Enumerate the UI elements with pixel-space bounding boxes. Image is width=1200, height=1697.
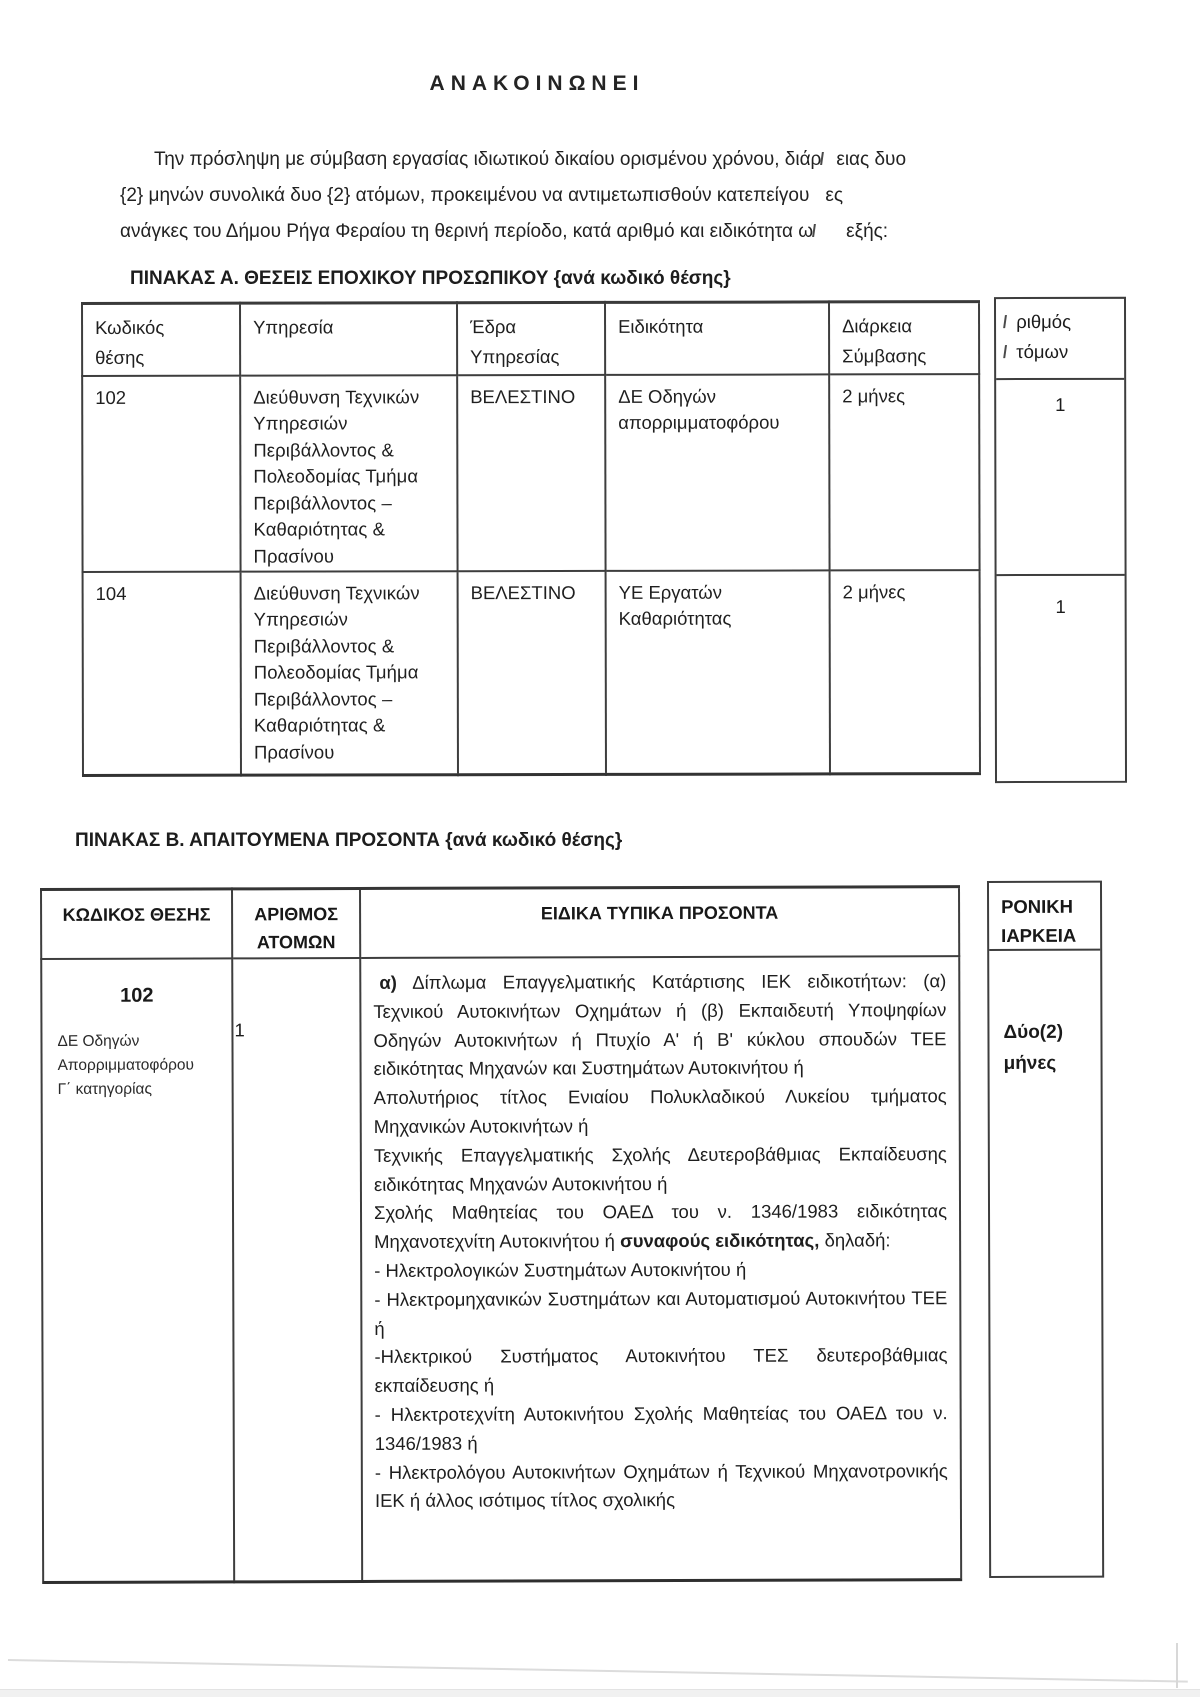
intro-line-1-tail: ειας δυο bbox=[836, 149, 907, 170]
qualification-paragraph: Απολυτήριος τίτλος Ενιαίου Πολυκλαδικού Λυκείου τμήματος Μηχανικών Αυτοκινήτων ή bbox=[373, 1085, 947, 1137]
table-a-main bbox=[81, 300, 981, 777]
header-atoms-line1: ριθμός bbox=[1016, 310, 1072, 333]
scan-edge-artifact bbox=[8, 1659, 1188, 1683]
cell-position bbox=[41, 958, 234, 1582]
table-b-header-code: ΚΩΔΙΚΟΣ ΘΕΣΗΣ bbox=[41, 889, 232, 959]
cell-seat: ΒΕΛΕΣΤΙΝΟ bbox=[458, 570, 606, 774]
table-a-header-seat: Έδρα Υπηρεσίας bbox=[457, 302, 605, 374]
page-title: ΑΝΑΚΟΙΝΩΝΕΙ bbox=[429, 72, 645, 95]
intro-line-2-text: {2} μηνών συνολικά δυο {2} ατόμων, προκειμένου να αντιμετωπισθούν κατεπείγου bbox=[120, 185, 810, 206]
table-b-header-row bbox=[41, 887, 959, 959]
table-b-header-count: ΑΡΙΘΜΟΣ ΑΤΟΜΩΝ bbox=[232, 888, 360, 958]
qualification-paragraph: -Ηλεκτρικού Συστήματος Αυτοκινήτου ΤΕΣ δευτεροβάθμιας εκπαίδευσης ή bbox=[374, 1344, 948, 1397]
table-row bbox=[83, 570, 980, 776]
qualification-paragraph: - Ηλεκτρολόγου Αυτοκινήτων Οχημάτων ή Τεχνικού Μηχανοτρονικής ΙΕΚ ή άλλος ισότιμος τίτλος σχολικής bbox=[374, 1459, 948, 1512]
intro-line-1-text: Την πρόσληψη με σύμβαση εργασίας ιδιωτικού δικαίου ορισμένου χρόνου, διάρ bbox=[154, 149, 822, 170]
table-a-header-specialty: Ειδικότητα bbox=[605, 302, 829, 374]
divider bbox=[996, 378, 1124, 380]
fold-cut-artifact bbox=[820, 152, 828, 165]
table-b bbox=[40, 885, 1152, 1584]
cell-duration: 2 μήνες bbox=[829, 374, 979, 570]
cell-code: 102 bbox=[82, 375, 240, 571]
qualification-marker: α) bbox=[379, 971, 397, 993]
qualification-paragraph: α) Δίπλωμα Επαγγελματικής Κατάρτισης ΙΕΚ ειδικοτήτων: (α) Τεχνικού Αυτοκινήτων Οχημάτων ή (β) Εκπαιδευτή Υποψηφίων Οδηγών Αυτοκινήτων ή Πτυχίο Α' ή Β' κύκλου σπουδών ΤΕΕ ειδικότητας Μηχανών και Συστημάτων Αυτοκινήτου ή bbox=[373, 970, 947, 1080]
table-b-col-duration bbox=[987, 881, 1104, 1578]
table-a-header-row bbox=[82, 302, 979, 376]
intro-line-3-text: ανάγκες του Δήμου Ρήγα Φεραίου τη θερινή περίοδο, κατά αριθμό και ειδικότητα ω bbox=[120, 221, 814, 242]
fold-cut-artifact bbox=[1003, 345, 1011, 358]
intro-line-3 bbox=[120, 214, 1015, 250]
table-a bbox=[81, 300, 1142, 777]
cell-count: 1 bbox=[232, 958, 362, 1581]
cell-duration: Δύο(2) μήνες bbox=[1003, 1021, 1064, 1074]
table-a-header-duration: Διάρκεια Σύμβασης bbox=[829, 302, 979, 374]
cell-specialty: ΥΕ Εργατών Καθαριότητας bbox=[606, 570, 830, 774]
table-b-header-qualifications: ΕΙΔΙΚΑ ΤΥΠΙΚΑ ΠΡΟΣΟΝΤΑ bbox=[360, 887, 959, 958]
table-a-heading: ΠΙΝΑΚΑΣ Α. ΘΕΣΕΙΣ ΕΠΟΧΙΚΟΥ ΠΡΟΣΩΠΙΚΟΥ {ανά κωδικό θέσης} bbox=[130, 268, 731, 289]
cell-qualifications bbox=[360, 956, 961, 1581]
qualification-paragraph: - Ηλεκτρομηχανικών Συστημάτων και Αυτοματισμού Αυτοκινήτου ΤΕΕ ή bbox=[374, 1286, 948, 1339]
scan-edge-artifact bbox=[0, 1689, 1200, 1697]
fold-cut-artifact bbox=[1003, 315, 1011, 328]
qualification-paragraph: Τεχνικής Επαγγελματικής Σχολής Δευτεροβάθμιας Εκπαίδευσης ειδικότητας Μηχανών Αυτοκινήτου ή bbox=[373, 1142, 947, 1195]
table-b-heading: ΠΙΝΑΚΑΣ Β. ΑΠΑΙΤΟΥΜΕΝΑ ΠΡΟΣΟΝΤΑ {ανά κωδικό θέσης} bbox=[75, 830, 623, 851]
cell-code: 104 bbox=[83, 571, 241, 775]
cell-duration: 2 μήνες bbox=[830, 570, 980, 774]
header-atoms-line2: τόμων bbox=[1016, 340, 1069, 363]
cell-count: 1 bbox=[1055, 595, 1066, 617]
table-row bbox=[41, 956, 961, 1582]
cell-service: Διεύθυνση Τεχνικών Υπηρεσιών Περιβάλλοντος & Πολεοδομίας Τμήμα Περιβάλλοντος – Καθαριότητας & Πρασίνου bbox=[240, 375, 457, 571]
scan-edge-artifact bbox=[1176, 1643, 1178, 1688]
cell-count: 1 bbox=[1055, 393, 1066, 415]
qualification-paragraph: Σχολής Μαθητείας του ΟΑΕΔ του ν. 1346/1983 ειδικότητας Μηχανοτεχνίτη Αυτοκινήτου ή συναφούς ειδικότητας, δηλαδή: bbox=[373, 1200, 948, 1253]
intro-line-2-tail: ες bbox=[825, 185, 843, 206]
table-a-header-code: Κωδικός θέσης bbox=[82, 303, 240, 375]
table-b-main bbox=[40, 885, 962, 1583]
intro-paragraph bbox=[120, 142, 1015, 250]
cell-specialty: ΔΕ Οδηγών απορριμματοφόρου bbox=[605, 374, 829, 570]
divider bbox=[989, 949, 1100, 951]
table-b-header-duration: ΡΟΝΙΚΗ ΙΑΡΚΕΙΑ bbox=[1001, 895, 1077, 946]
table-a-header-service: Υπηρεσία bbox=[240, 303, 457, 375]
table-a-header-atoms bbox=[996, 299, 1124, 367]
fold-cut-artifact bbox=[812, 224, 820, 237]
qualification-paragraph: - Ηλεκτρολογικών Συστημάτων Αυτοκινήτου ή bbox=[374, 1258, 747, 1281]
position-specialty: ΔΕ Οδηγών Απορριμματοφόρου Γ΄ κατηγορίας bbox=[57, 1032, 195, 1098]
divider bbox=[997, 574, 1125, 576]
intro-line-2 bbox=[120, 178, 1015, 214]
position-code: 102 bbox=[120, 984, 154, 1007]
cell-service: Διεύθυνση Τεχνικών Υπηρεσιών Περιβάλλοντος & Πολεοδομίας Τμήμα Περιβάλλοντος – Καθαριότητας & Πρασίνου bbox=[241, 571, 458, 775]
cell-seat: ΒΕΛΕΣΤΙΝΟ bbox=[457, 374, 605, 570]
table-row bbox=[82, 374, 979, 572]
intro-line-1 bbox=[120, 142, 1015, 178]
qualification-paragraph: - Ηλεκτροτεχνίτη Αυτοκινήτου Σχολής Μαθητείας του ΟΑΕΔ του ν. 1346/1983 ή bbox=[374, 1402, 948, 1454]
table-a-col-atoms bbox=[994, 297, 1127, 783]
intro-line-3-tail: εξής: bbox=[846, 221, 889, 242]
